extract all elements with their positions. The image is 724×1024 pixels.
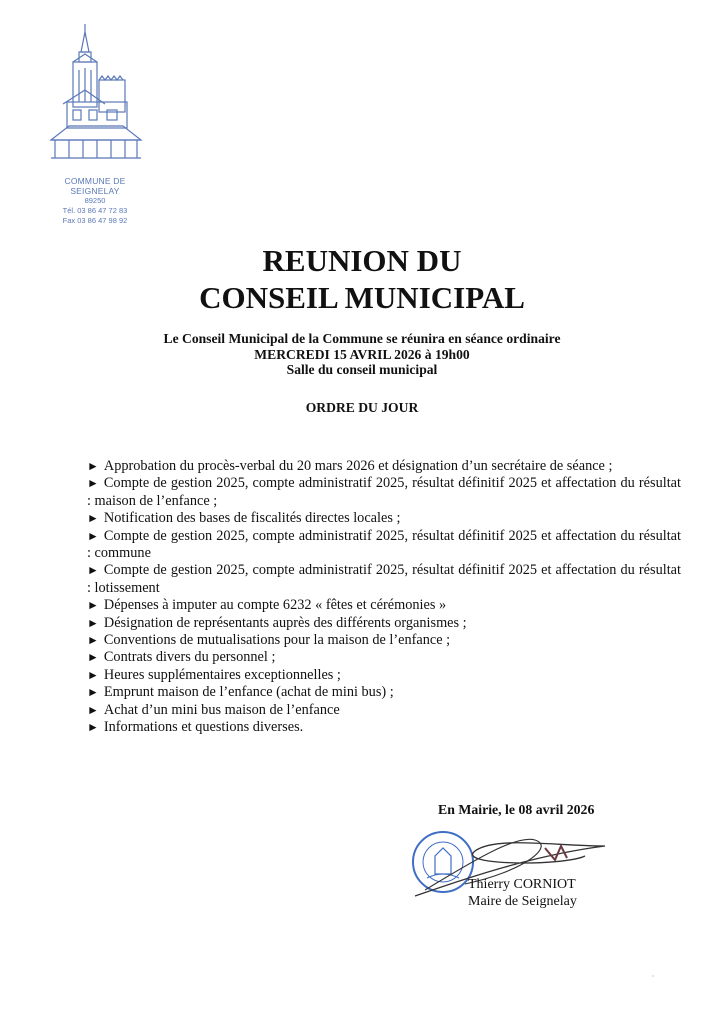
bullet-triangle-icon: ► xyxy=(87,563,99,578)
bullet-triangle-icon: ► xyxy=(87,598,99,613)
agenda-item: ► Emprunt maison de l’enfance (achat de mini bus) ; xyxy=(87,684,394,701)
agenda-item: ► Approbation du procès-verbal du 20 mars 2026 et désignation d’un secrétaire de séance ; xyxy=(87,458,613,474)
meeting-date: MERCREDI 15 AVRIL 2026 à 19h00 xyxy=(254,346,470,362)
agenda-item: ► Heures supplémentaires exceptionnelles ; xyxy=(87,666,341,683)
bullet-triangle-icon: ► xyxy=(87,650,99,665)
bullet-triangle-icon: ► xyxy=(87,511,99,526)
bullet-triangle-icon: ► xyxy=(87,528,99,543)
page-title xyxy=(0,242,724,316)
agenda-item: ► Compte de gestion 2025, compte administratif 2025, résultat définitif 2025 et affectation du résultat : lotissement xyxy=(87,562,681,596)
agenda-item: ► Dépenses à imputer au compte 6232 « fêtes et cérémonies » xyxy=(87,597,447,614)
agenda-item: ► Informations et questions diverses. xyxy=(87,719,304,736)
agenda-item: ► Contrats divers du personnel ; xyxy=(87,649,276,666)
agenda-item: ► Désignation de représentants auprès des différents organismes ; xyxy=(87,614,467,631)
scan-artifact xyxy=(652,975,654,977)
title-line-1: REUNION DU xyxy=(262,243,462,278)
postal-code: 89250 xyxy=(84,196,106,205)
bullet-triangle-icon: ► xyxy=(87,459,99,473)
bullet-triangle-icon: ► xyxy=(87,615,99,630)
commune-name: COMMUNE DE SEIGNELAY xyxy=(64,176,126,196)
signature-place-date: En Mairie, le 08 avril 2026 xyxy=(438,802,595,817)
agenda-heading: ORDRE DU JOUR xyxy=(305,400,419,415)
phone-number: Tél. 03 86 47 72 83 xyxy=(62,206,128,215)
title-line-2: CONSEIL MUNICIPAL xyxy=(199,280,525,315)
commune-logo xyxy=(40,22,150,226)
notice-line-1: Le Conseil Municipal de la Commune se réunira en séance ordinaire xyxy=(163,331,561,346)
mayor-title: Maire de Seignelay xyxy=(468,894,577,909)
agenda-item: ► Notification des bases de fiscalités directes locales ; xyxy=(87,510,401,527)
bullet-triangle-icon: ► xyxy=(87,685,99,700)
signatory xyxy=(468,876,577,910)
bullet-triangle-icon: ► xyxy=(87,702,99,717)
meeting-location: Salle du conseil municipal xyxy=(286,362,438,377)
mayor-name: Thierry CORNIOT xyxy=(468,877,576,892)
agenda-item: ► Compte de gestion 2025, compte administratif 2025, résultat définitif 2025 et affectation du résultat : commune xyxy=(87,527,681,562)
church-illustration-icon xyxy=(45,22,145,172)
bullet-triangle-icon: ► xyxy=(87,720,99,735)
agenda-item: ► Conventions de mutualisations pour la maison de l’enfance ; xyxy=(87,632,451,649)
bullet-triangle-icon: ► xyxy=(87,633,99,648)
agenda-item: ► Compte de gestion 2025, compte administratif 2025, résultat définitif 2025 et affectation du résultat : maison de l’enfance ; xyxy=(87,475,681,509)
meeting-notice xyxy=(0,331,724,378)
agenda-list xyxy=(87,458,681,737)
agenda-item: ► Achat d’un mini bus maison de l’enfance xyxy=(87,701,340,718)
bullet-triangle-icon: ► xyxy=(87,667,99,682)
fax-number: Fax 03 86 47 98 92 xyxy=(62,216,128,225)
bullet-triangle-icon: ► xyxy=(87,476,99,491)
